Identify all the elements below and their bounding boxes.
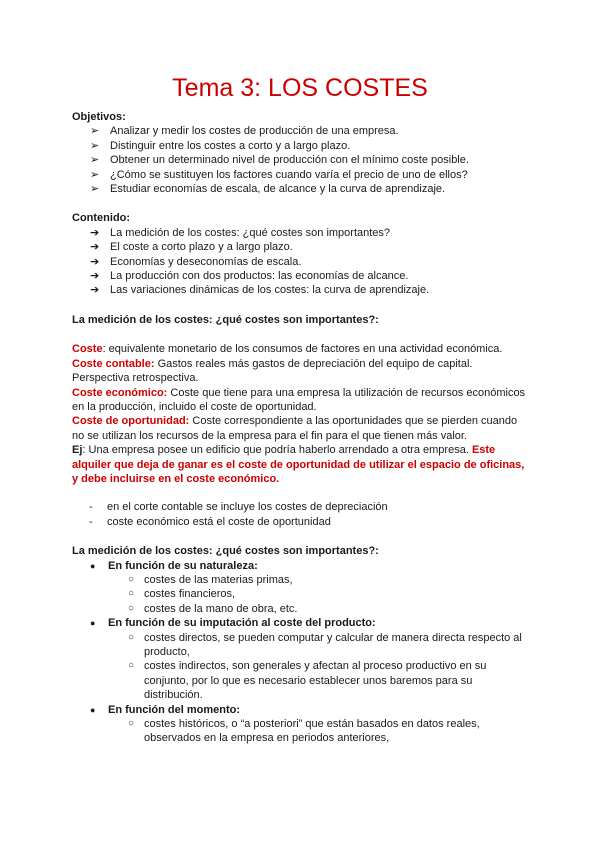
contenido-list [72, 226, 528, 298]
arrowhead-bullet-icon: ➢ [90, 125, 100, 138]
section-heading: La medición de los costes: ¿qué costes son importantes?: [72, 313, 379, 326]
list-item: ○ costes indirectos, son generales y afectan al proceso productivo en su conjunto, por lo que es necesario establecer unos baremos para su distribución. [128, 660, 487, 702]
circle-bullet-icon: ○ [128, 588, 135, 600]
arrowhead-bullet-icon: ➢ [90, 168, 100, 181]
contenido-heading: Contenido: [72, 212, 131, 225]
list-item: - en el corte contable se incluye los costes de depreciación [89, 501, 388, 514]
section-medicion-definiciones [72, 313, 528, 529]
list-item: ● En función de su naturaleza: [90, 559, 258, 572]
list-item: ○ costes de las materias primas, [128, 573, 293, 586]
list-item: - coste económico está el coste de oportunidad [89, 515, 331, 528]
list-item: ○ costes directos, se pueden computar y calcular de manera directa respecto al producto, [128, 631, 522, 658]
arrow-bullet-icon: ➔ [90, 241, 100, 254]
objetivos-list [72, 124, 528, 196]
list-item: ○ costes históricos, o “a posteriori” que están basados en datos reales, observados en la empresa en periodos anteriores, [128, 718, 480, 745]
objetivos-section [72, 110, 528, 196]
circle-bullet-icon: ○ [128, 602, 135, 614]
example-paragraph: Ej: Una empresa posee un edificio que podría haberlo arrendado a otra empresa. Este alquiler que deja de ganar es el coste de oportunidad de utilizar el espacio de oficinas, y debe incluirse en el coste económico. [72, 444, 525, 485]
list-item: ○ costes de la mano de obra, etc. [128, 602, 298, 615]
dash-list [72, 500, 528, 529]
list-item: ➢ Estudiar economías de escala, de alcance y la curva de aprendizaje. [90, 183, 446, 196]
classification-list [72, 559, 528, 746]
definition-coste: Coste: equivalente monetario de los consumos de factores en una actividad económica. [72, 343, 503, 356]
arrowhead-bullet-icon: ➢ [90, 183, 100, 196]
list-item: ● En función del momento: [90, 703, 240, 716]
list-item: ➔ La producción con dos productos: las economías de alcance. [90, 270, 409, 283]
list-item: ○ costes financieros, [128, 588, 236, 601]
section-medicion-clasificacion [72, 544, 528, 746]
bullet-icon: ● [90, 704, 96, 715]
circle-bullet-icon: ○ [128, 573, 135, 585]
definition-coste-oportunidad: Coste de oportunidad: Coste correspondiente a las oportunidades que se pierden cuando no se utilizan los recursos de la empresa para el fin para el que tienen más valor. [72, 415, 518, 442]
arrowhead-bullet-icon: ➢ [90, 139, 100, 152]
definition-coste-contable: Coste contable: Gastos reales más gastos de depreciación del equipo de capital. Perspectiva retrospectiva. [72, 357, 473, 385]
circle-bullet-icon: ○ [128, 660, 135, 672]
list-item: ● En función de su imputación al coste del producto: [90, 617, 376, 630]
arrow-bullet-icon: ➔ [90, 226, 100, 239]
contenido-section [72, 211, 528, 297]
arrow-bullet-icon: ➔ [90, 255, 100, 268]
list-item: ➔ La medición de los costes: ¿qué costes son importantes? [90, 226, 391, 239]
list-item: ➔ Las variaciones dinámicas de los costes: la curva de aprendizaje. [90, 284, 430, 297]
list-item: ➢ Analizar y medir los costes de producción de una empresa. [90, 125, 399, 138]
arrow-bullet-icon: ➔ [90, 284, 100, 297]
bullet-icon: ● [90, 618, 96, 629]
definitions-block [72, 342, 528, 486]
circle-bullet-icon: ○ [128, 631, 135, 643]
list-item: ➢ ¿Cómo se sustituyen los factores cuando varía el precio de uno de ellos? [90, 168, 468, 181]
section-heading: La medición de los costes: ¿qué costes son importantes?: [72, 545, 379, 558]
objetivos-heading: Objetivos: [72, 111, 126, 123]
page-title: Tema 3: LOS COSTES [172, 74, 428, 102]
bullet-icon: ● [90, 560, 96, 571]
definition-coste-economico: Coste económico: Coste que tiene para una empresa la utilización de recursos económicos en la producción, incluido el coste de oportunidad. [72, 386, 526, 413]
list-item: ➔ Economías y deseconomías de escala. [90, 255, 302, 268]
circle-bullet-icon: ○ [128, 718, 135, 730]
list-item: ➢ Distinguir entre los costes a corto y a largo plazo. [90, 139, 351, 152]
arrow-bullet-icon: ➔ [90, 270, 100, 283]
list-item: ➢ Obtener un determinado nivel de producción con el mínimo coste posible. [90, 154, 469, 167]
list-item: ➔ El coste a corto plazo y a largo plazo. [90, 241, 293, 254]
arrowhead-bullet-icon: ➢ [90, 154, 100, 167]
